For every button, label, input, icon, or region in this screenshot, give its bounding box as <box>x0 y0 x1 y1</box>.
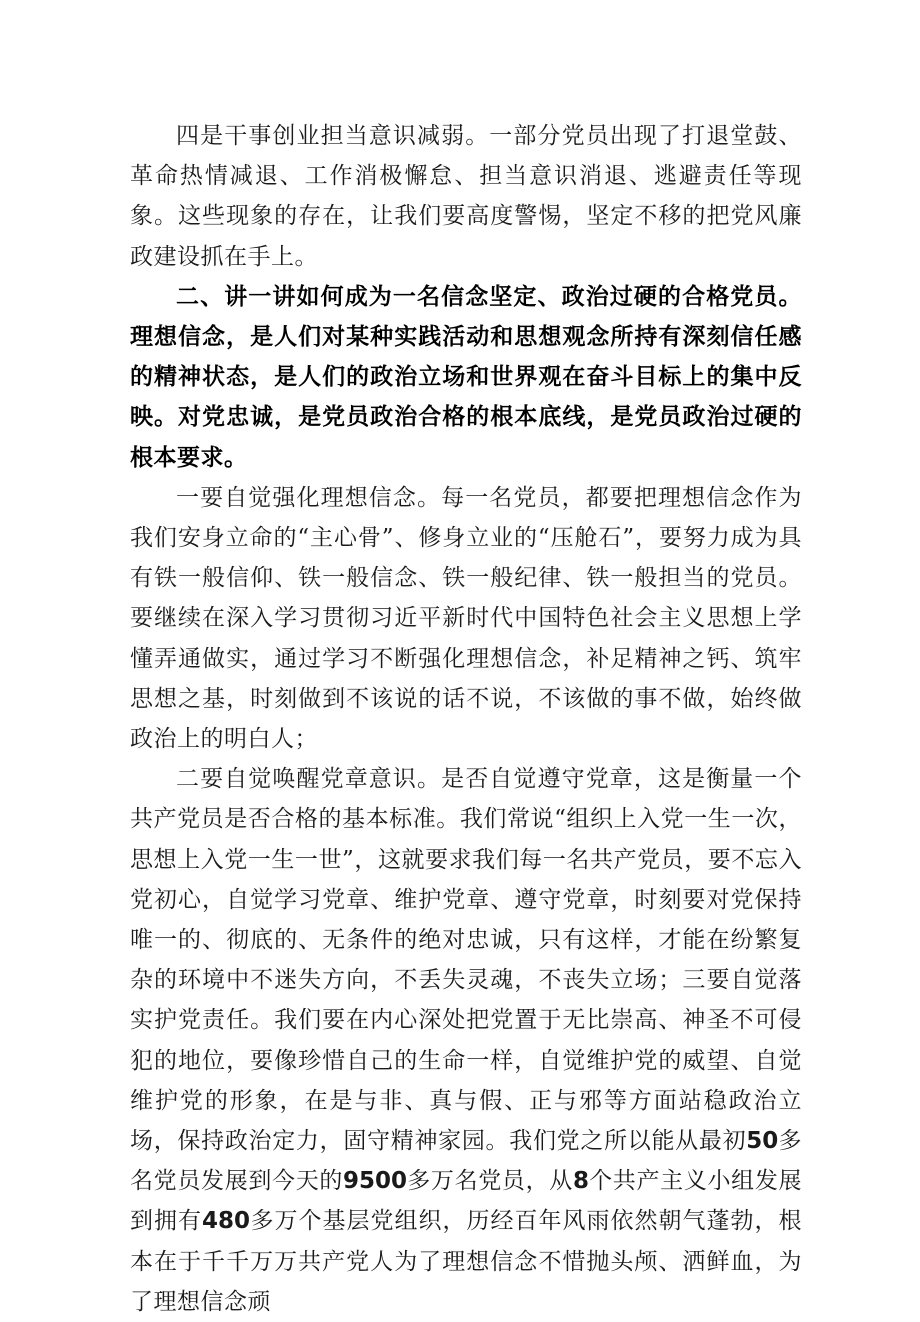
figure-8: 8 <box>572 1168 589 1195</box>
paragraph-text-segment: 多万个基层党组织，历经百年风雨依然朝气蓬勃，根本在于千千万万共产党人为了理想信念不惜抛头颅、洒鲜血，为了理想信念顽 <box>130 1208 803 1315</box>
paragraph-ideals-belief: 一要自觉强化理想信念。每一名党员，都要把理想信念作为我们安身立命的“主心骨”、修身立业的“压舱石”，要努力成为具有铁一般信仰、铁一般信念、铁一般纪律、铁一般担当的党员。要继续在深入学习贯彻习近平新时代中国特色社会主义思想上学懂弄通做实，通过学习不断强化理想信念，补足精神之钙、筑牢思想之基，时刻做到不该说的话不说，不该做的事不做，始终做政治上的明白人； <box>130 484 802 753</box>
paragraph-party-constitution <box>130 759 802 1322</box>
figure-9500: 9500 <box>343 1168 408 1195</box>
paragraph-text-segment: 多万名党员，从 <box>407 1168 573 1195</box>
paragraph-problem-four: 四是干事创业担当意识减弱。一部分党员出现了打退堂鼓、革命热情减退、工作消极懈怠、担当意识消退、逃避责任等现象。这些现象的存在，让我们要高度警惕，坚定不移的把党风廉政建设抓在手上。 <box>130 123 802 270</box>
figure-480: 480 <box>202 1208 251 1235</box>
document-body <box>130 116 802 1322</box>
paragraph-text-segment: 多名党员发展到今天的 <box>130 1128 802 1195</box>
paragraph-text-segment: 二要自觉唤醒党章意识。是否自觉遵守党章，这是衡量一个共产党员是否合格的基本标准。我们常说“组织上入党一生一次，思想上入党一生一世”，这就要求我们每一名共产党员，要不忘入党初心，自觉学习党章、维护党章、遵守党章，时刻要对党保持唯一的、彻底的、无条件的绝对忠诚，只有这样，才能在纷繁复杂的环境中不迷失方向，不丢失灵魂，不丧失立场；三要自觉落实护党责任。我们要在内心深处把党置于无比崇高、神圣不可侵犯的地位，要像珍惜自己的生命一样，自觉维护党的威望、自觉维护党的形象，在是与非、真与假、正与邪等方面站稳政治立场，保持政治定力，固守精神家园。我们党之所以能从最初 <box>130 766 802 1155</box>
paragraph-section-two-heading: 二、讲一讲如何成为一名信念坚定、政治过硬的合格党员。理想信念，是人们对某种实践活动和思想观念所持有深刻信任感的精神状态，是人们的政治立场和世界观在奋斗目标上的集中反映。对党忠诚，是党员政治合格的根本底线，是党员政治过硬的根本要求。 <box>130 282 802 471</box>
figure-50: 50 <box>746 1128 779 1155</box>
paragraph-text-segment: 个共产主义小组发展到拥有 <box>130 1168 802 1235</box>
